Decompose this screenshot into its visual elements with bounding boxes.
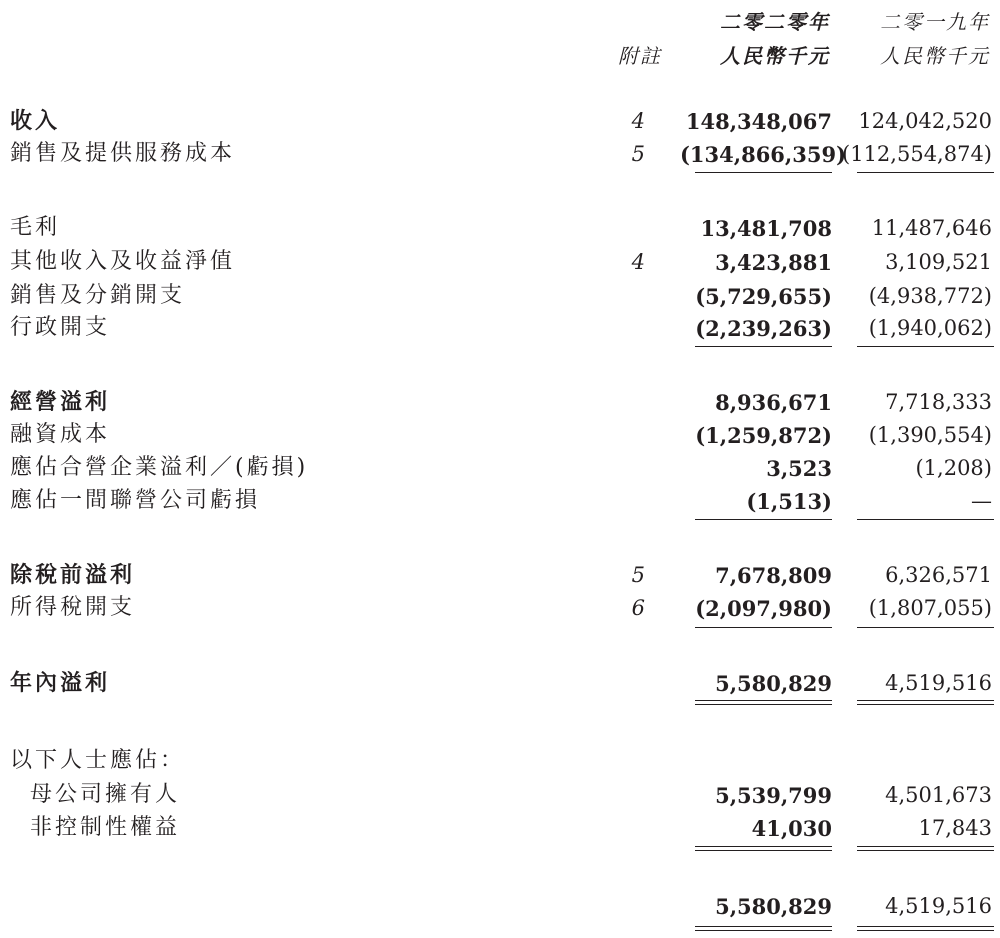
header-currency-2020: 人民幣千元 bbox=[720, 44, 830, 68]
total-double-rule bbox=[857, 926, 994, 931]
header-note-label: 附註 bbox=[618, 44, 662, 68]
row-label: 除稅前溢利 bbox=[10, 562, 136, 588]
row-label: 融資成本 bbox=[10, 422, 111, 447]
row-value-2019: 6,326,571 bbox=[885, 563, 992, 587]
total-double-rule bbox=[857, 700, 994, 705]
total-double-rule bbox=[857, 846, 994, 851]
row-label: 應佔合營企業溢利／(虧損) bbox=[10, 455, 309, 480]
row-note: 4 bbox=[631, 109, 645, 133]
row-value-2019: (1,390,554) bbox=[868, 423, 992, 447]
row-value-2020: (2,239,263) bbox=[695, 316, 832, 341]
row-value-2020: 5,580,829 bbox=[715, 894, 832, 919]
row-label: 行政開支 bbox=[10, 315, 111, 340]
row-label: 所得稅開支 bbox=[10, 595, 136, 620]
subtotal-rule bbox=[857, 519, 994, 520]
row-value-2020: 13,481,708 bbox=[700, 216, 832, 241]
row-value-2020: 5,539,799 bbox=[715, 783, 832, 808]
subtotal-rule bbox=[857, 172, 994, 173]
row-label: 應佔一間聯營公司虧損 bbox=[10, 488, 261, 513]
row-value-2020: (1,259,872) bbox=[695, 423, 832, 448]
subtotal-rule bbox=[695, 627, 832, 628]
row-note: 5 bbox=[631, 142, 645, 166]
row-note: 6 bbox=[631, 596, 645, 620]
subtotal-rule bbox=[695, 346, 832, 347]
header-currency-2019: 人民幣千元 bbox=[880, 44, 990, 68]
row-value-2020: 5,580,829 bbox=[715, 671, 832, 696]
row-label: 年內溢利 bbox=[10, 670, 111, 696]
row-label: 經營溢利 bbox=[10, 389, 111, 415]
total-double-rule bbox=[695, 846, 832, 851]
row-value-2020: (2,097,980) bbox=[695, 596, 832, 621]
row-value-2020: 8,936,671 bbox=[715, 390, 832, 415]
row-note: 5 bbox=[631, 563, 645, 587]
row-value-2020: 7,678,809 bbox=[715, 563, 832, 588]
row-label: 其他收入及收益淨值 bbox=[10, 249, 236, 274]
subtotal-rule bbox=[857, 627, 994, 628]
row-value-2019: — bbox=[971, 489, 992, 513]
total-double-rule bbox=[695, 926, 832, 931]
row-label: 母公司擁有人 bbox=[30, 782, 181, 807]
row-value-2019: (4,938,772) bbox=[868, 284, 992, 308]
total-double-rule bbox=[695, 700, 832, 705]
row-value-2019: 4,519,516 bbox=[885, 671, 992, 695]
row-value-2019: (1,807,055) bbox=[868, 596, 992, 620]
subtotal-rule bbox=[695, 172, 832, 173]
row-value-2020: 3,423,881 bbox=[715, 250, 832, 275]
row-value-2019: 4,519,516 bbox=[885, 894, 992, 918]
row-value-2019: 3,109,521 bbox=[885, 250, 992, 274]
row-value-2020: 148,348,067 bbox=[685, 109, 832, 134]
subtotal-rule bbox=[857, 346, 994, 347]
row-value-2020: 41,030 bbox=[751, 816, 832, 841]
row-value-2019: (1,208) bbox=[915, 456, 992, 480]
header-year-2019: 二零一九年 bbox=[880, 10, 990, 34]
row-label: 以下人士應佔： bbox=[10, 748, 186, 773]
row-note: 4 bbox=[631, 250, 645, 274]
row-value-2020: 3,523 bbox=[766, 456, 832, 481]
row-value-2020: (5,729,655) bbox=[695, 284, 832, 309]
row-label: 銷售及提供服務成本 bbox=[10, 141, 236, 166]
row-value-2019: (112,554,874) bbox=[842, 142, 992, 166]
row-label: 非控制性權益 bbox=[30, 815, 181, 840]
row-value-2019: 17,843 bbox=[918, 816, 992, 840]
row-value-2019: 11,487,646 bbox=[871, 216, 992, 240]
row-value-2019: 4,501,673 bbox=[885, 783, 992, 807]
row-label: 收入 bbox=[10, 108, 61, 134]
row-value-2019: 124,042,520 bbox=[858, 109, 992, 133]
row-value-2019: (1,940,062) bbox=[868, 316, 992, 340]
header-year-2020: 二零二零年 bbox=[720, 10, 830, 34]
subtotal-rule bbox=[695, 519, 832, 520]
row-label: 銷售及分銷開支 bbox=[10, 283, 186, 308]
row-label: 毛利 bbox=[10, 215, 61, 240]
row-value-2019: 7,718,333 bbox=[885, 390, 992, 414]
row-value-2020: (134,866,359) bbox=[680, 142, 847, 167]
row-value-2020: (1,513) bbox=[746, 489, 832, 514]
